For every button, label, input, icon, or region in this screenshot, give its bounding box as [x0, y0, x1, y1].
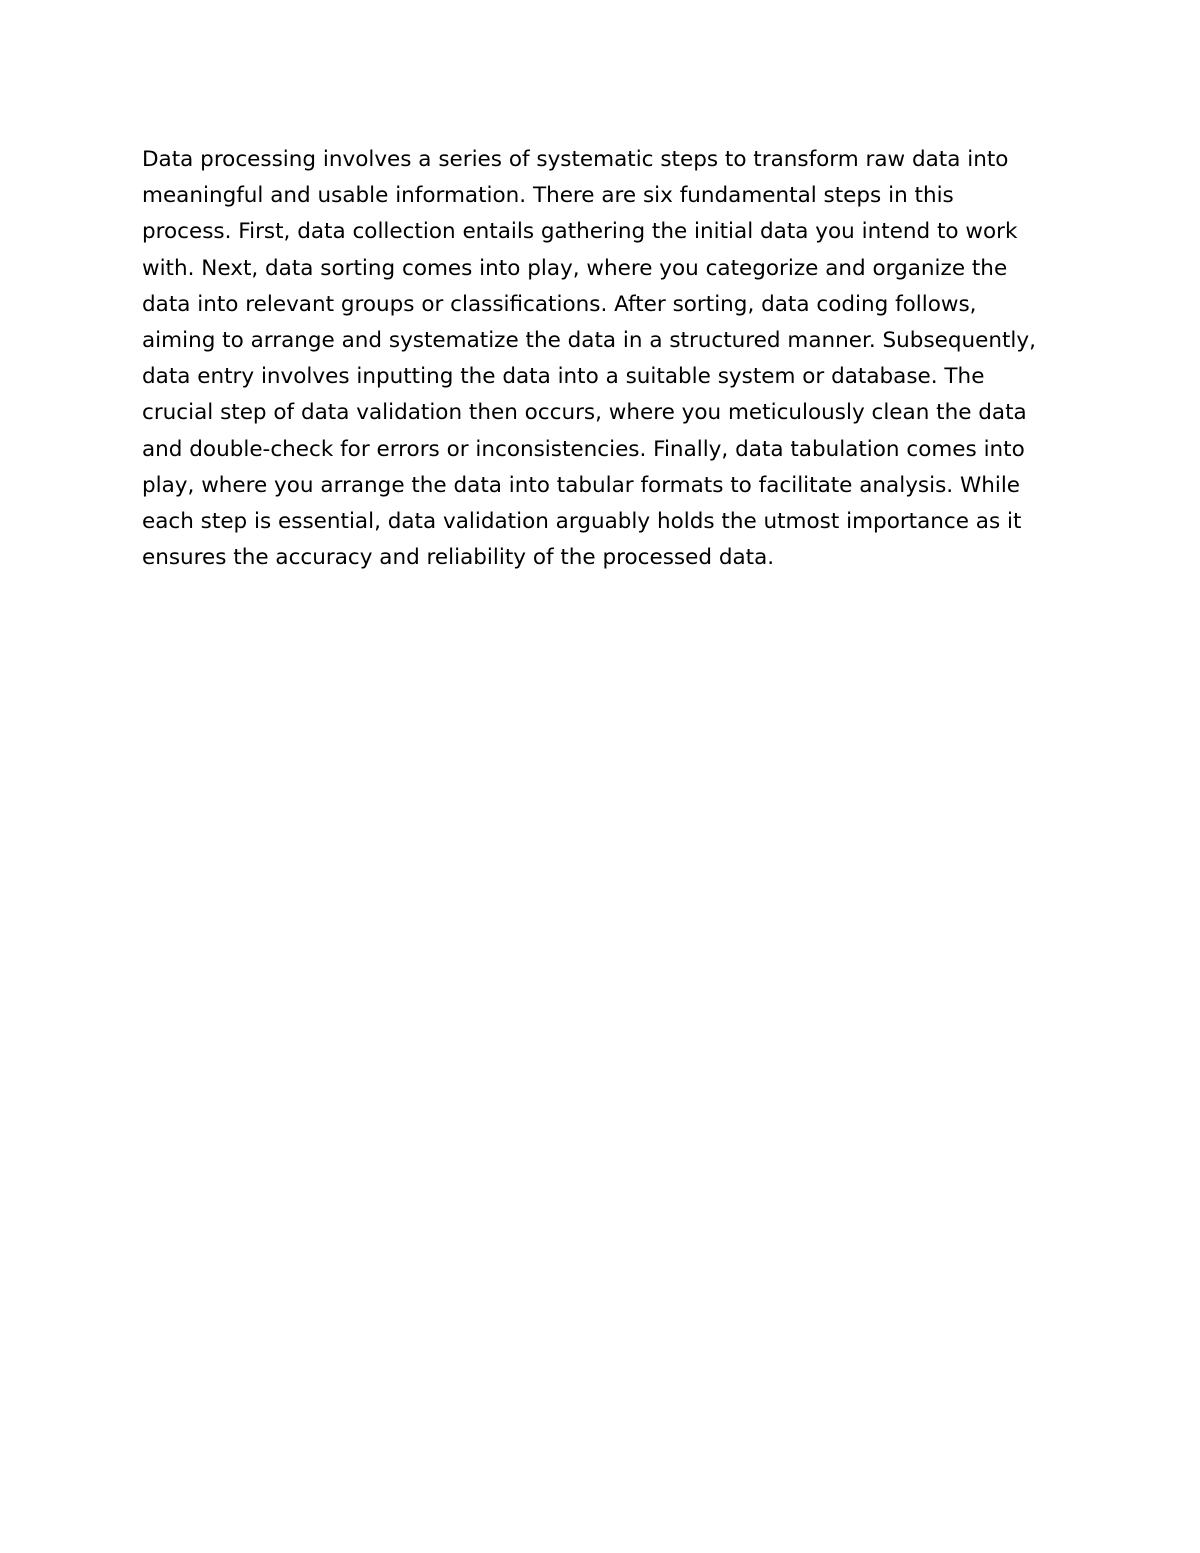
paragraph-line-3: process. First, data collection entails gathering the initial data you intend to work — [142, 219, 1018, 245]
paragraph-line-6: aiming to arrange and systematize the data in a structured manner. Subsequently, — [142, 328, 1036, 354]
paragraph-line-11: each step is essential, data validation arguably holds the utmost importance as it — [142, 509, 1022, 535]
paragraph-line-1: Data processing involves a series of systematic steps to transform raw data into — [142, 147, 1009, 172]
body-paragraph — [142, 142, 1062, 576]
paragraph-line-12: ensures the accuracy and reliability of the processed data. — [142, 545, 775, 571]
paragraph-line-5: data into relevant groups or classifications. After sorting, data coding follows, — [142, 291, 977, 317]
paragraph-line-2: meaningful and usable information. There are six fundamental steps in this — [142, 183, 954, 209]
paragraph-line-7: data entry involves inputting the data into a suitable system or database. The — [142, 364, 985, 390]
paragraph-line-4: with. Next, data sorting comes into play, where you categorize and organize the — [142, 255, 1008, 281]
paragraph-line-9: and double-check for errors or inconsistencies. Finally, data tabulation comes into — [142, 436, 1025, 462]
paragraph-line-8: crucial step of data validation then occurs, where you meticulously clean the data — [142, 400, 1027, 426]
paragraph-line-10: play, where you arrange the data into tabular formats to facilitate analysis. While — [142, 472, 1021, 498]
